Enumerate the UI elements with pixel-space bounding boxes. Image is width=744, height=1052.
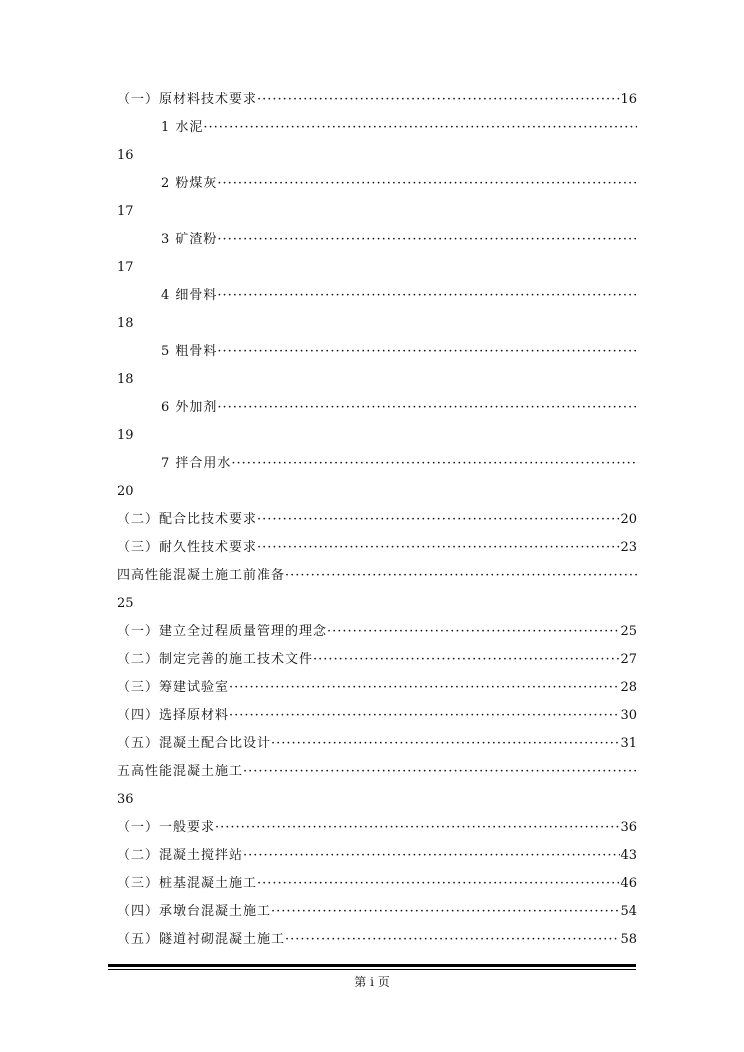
toc-entry[interactable]: [117, 820, 637, 836]
toc-entry-label: 7 拌合用水: [161, 456, 232, 471]
toc-entry-label: 1 水泥: [161, 120, 204, 135]
toc-entry-page: 20: [117, 484, 134, 499]
toc-entry-label: （三）筹建试验室: [117, 680, 230, 695]
toc-entry[interactable]: [117, 680, 637, 696]
toc-entry[interactable]: [161, 288, 637, 304]
toc-entry-label: 3 矿渣粉: [161, 232, 218, 247]
toc-entry-page: 18: [117, 316, 134, 331]
toc-leader-dots: [217, 400, 637, 416]
toc-entry[interactable]: [161, 456, 637, 472]
toc-entry-label: （二）制定完善的施工技术文件: [117, 652, 314, 667]
toc-leader-dots: [257, 512, 620, 528]
toc-entry-label: 五高性能混凝土施工: [117, 764, 244, 779]
toc-entry-page: 30: [620, 708, 637, 723]
toc-entry[interactable]: [117, 848, 637, 864]
toc-leader-dots: [217, 176, 637, 192]
toc-entry[interactable]: [117, 540, 637, 556]
toc-leader-dots: [243, 848, 620, 864]
toc-entry[interactable]: [117, 876, 637, 892]
toc-entry[interactable]: [117, 904, 637, 920]
toc-entry-page: 36: [620, 820, 637, 835]
toc-entry-page: 16: [117, 148, 134, 163]
toc-entry-page: 27: [620, 652, 637, 667]
toc-leader-dots: [285, 568, 637, 584]
toc-entry-label: 四高性能混凝土施工前准备: [117, 568, 286, 583]
toc-leader-dots: [217, 344, 637, 360]
toc-entry-label: 4 细骨料: [161, 288, 218, 303]
toc-entry[interactable]: [117, 764, 637, 780]
toc-entry[interactable]: [161, 232, 637, 248]
toc-entry-label: （一）建立全过程质量管理的理念: [117, 624, 328, 639]
toc-entry[interactable]: [117, 512, 637, 528]
toc-leader-dots: [313, 652, 620, 668]
toc-entry-page: 46: [620, 876, 637, 891]
toc-leader-dots: [257, 876, 620, 892]
toc-entry-label: （四）选择原材料: [117, 708, 230, 723]
footer-rule-thin: [108, 969, 636, 970]
toc-entry-label: 2 粉煤灰: [161, 176, 218, 191]
toc-entry-label: （一）原材料技术要求: [117, 92, 258, 107]
toc-entry-page: 54: [620, 904, 637, 919]
toc-entry[interactable]: [161, 120, 637, 136]
toc-entry-page: 19: [117, 428, 134, 443]
toc-leader-dots: [271, 904, 620, 920]
toc-entry[interactable]: [117, 932, 637, 948]
toc-entry-page: 43: [620, 848, 637, 863]
toc-entry-label: （一）一般要求: [117, 820, 216, 835]
toc-entry-label: 5 粗骨料: [161, 344, 218, 359]
toc-leader-dots: [203, 120, 637, 136]
footer-rule-thick: [108, 964, 636, 967]
toc-entry-page: 31: [620, 736, 637, 751]
toc-entry[interactable]: [117, 736, 637, 752]
toc-entry[interactable]: [161, 344, 637, 360]
toc-entry-label: （五）隧道衬砌混凝土施工: [117, 932, 286, 947]
toc-leader-dots: [231, 456, 637, 472]
toc-entry[interactable]: [161, 176, 637, 192]
toc-leader-dots: [229, 680, 620, 696]
toc-entry-page: 58: [620, 932, 637, 947]
toc-entry-page: 36: [117, 792, 134, 807]
toc-entry-label: （五）混凝土配合比设计: [117, 736, 272, 751]
toc-entry-label: （四）承墩台混凝土施工: [117, 904, 272, 919]
toc-leader-dots: [243, 764, 637, 780]
toc-entry-page: 25: [117, 596, 134, 611]
toc-entry-label: （三）耐久性技术要求: [117, 540, 258, 555]
toc-entry-page: 16: [620, 92, 637, 107]
toc-leader-dots: [215, 820, 620, 836]
toc-entry-page: 20: [620, 512, 637, 527]
toc-leader-dots: [285, 932, 620, 948]
toc-leader-dots: [229, 708, 620, 724]
toc-leader-dots: [217, 232, 637, 248]
toc-entry-label: （二）配合比技术要求: [117, 512, 258, 527]
toc-entry-label: （二）混凝土搅拌站: [117, 848, 244, 863]
toc-entry-page: 25: [620, 624, 637, 639]
toc-leader-dots: [271, 736, 620, 752]
toc-entry[interactable]: [117, 652, 637, 668]
toc-entry[interactable]: [117, 92, 637, 108]
toc-leader-dots: [257, 92, 620, 108]
toc-entry-label: （三）桩基混凝土施工: [117, 876, 258, 891]
toc-entry-page: 17: [117, 260, 134, 275]
toc-entry[interactable]: [161, 400, 637, 416]
toc-entry[interactable]: [117, 708, 637, 724]
page-number-label: 第 i 页: [354, 975, 390, 989]
toc-entry[interactable]: [117, 568, 637, 584]
toc-entry[interactable]: [117, 624, 637, 640]
toc-entry-page: 23: [620, 540, 637, 555]
toc-leader-dots: [327, 624, 620, 640]
toc-entry-page: 17: [117, 204, 134, 219]
toc-leader-dots: [217, 288, 637, 304]
toc-entry-page: 28: [620, 680, 637, 695]
toc-entry-page: 18: [117, 372, 134, 387]
toc-entry-label: 6 外加剂: [161, 400, 218, 415]
toc-leader-dots: [257, 540, 620, 556]
